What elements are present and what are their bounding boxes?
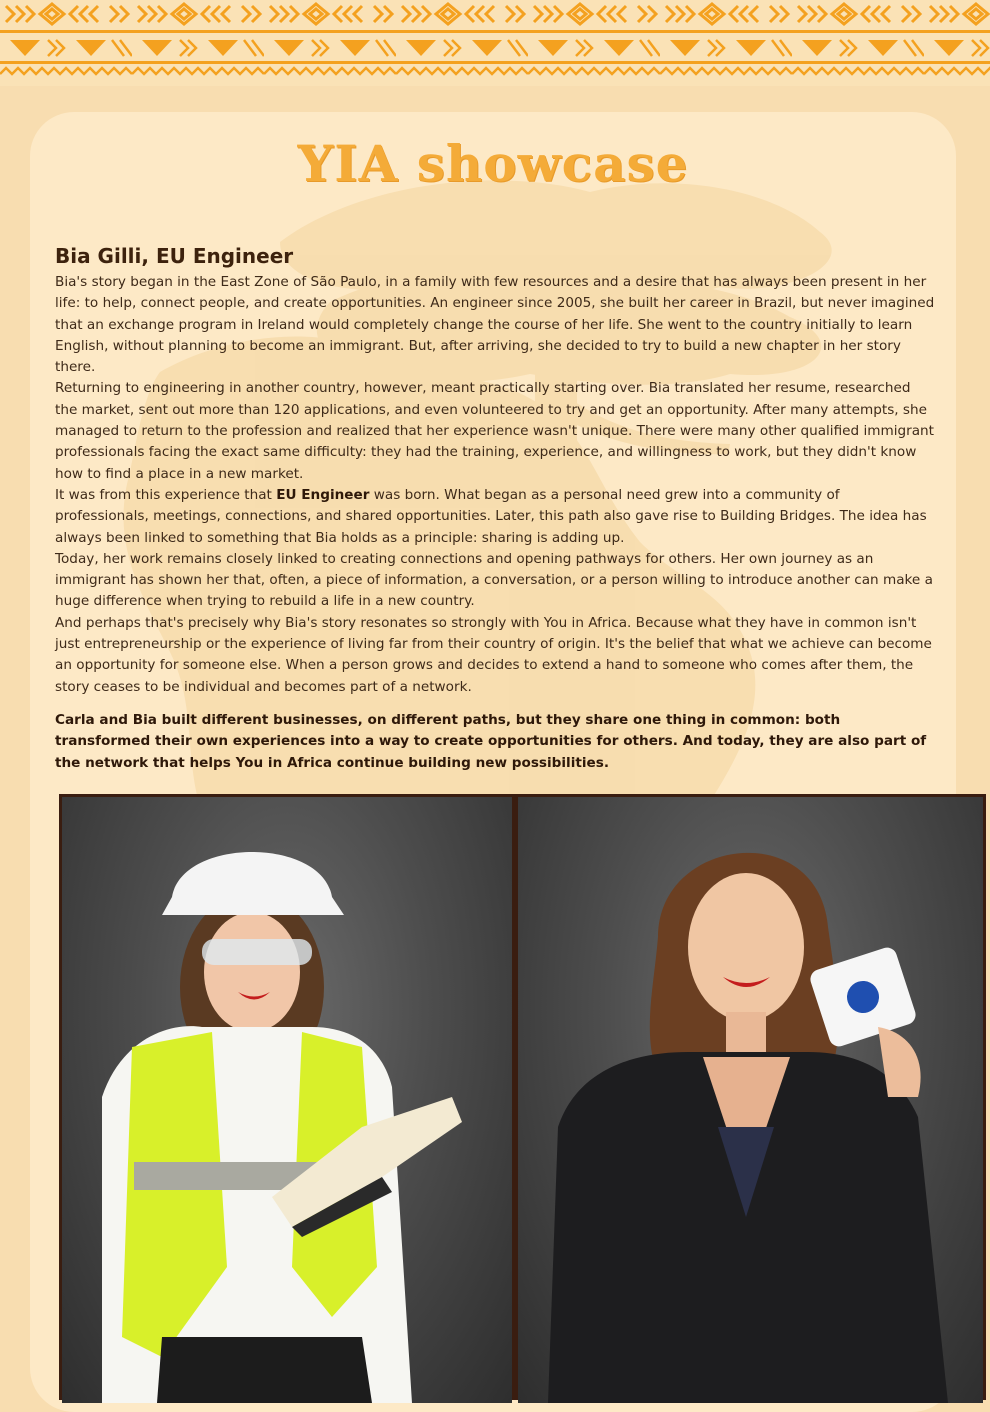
engineer-portrait-illustration <box>62 797 512 1403</box>
businesswoman-portrait-photo <box>518 797 983 1403</box>
closing-statement: Carla and Bia built different businesses, on different paths, but they share one thing in common: both transformed their own experiences into a way to create opportunities for others. And today, they are also part of the network that helps You in Africa continue building new possibilities. <box>55 711 927 771</box>
tribal-pattern-banner <box>0 0 990 86</box>
article-paragraph: Bia's story began in the East Zone of São Paulo, in a family with few resources and a desire that has always been present in her life: to help, connect people, and create opportunities. An engineer since 2005, she built her career in Brazil, but never imagined that an exchange program in Ireland would completely change the course of her life. She went to the country initially to learn English, without planning to become an immigrant. But, after arriving, she decided to try to build a new chapter in her story there. <box>55 274 935 376</box>
tribal-pattern-icon <box>0 0 990 86</box>
photo-gallery <box>59 794 986 1400</box>
article-heading: Bia Gilli, EU Engineer <box>55 244 294 268</box>
engineer-portrait-photo <box>62 797 512 1403</box>
article-paragraph: And perhaps that's precisely why Bia's story resonates so strongly with You in Africa. Because what they have in common isn't just entrepreneurship or the experience of living far from their country of origin. It's the belief that what we achieve can become an opportunity for someone else. When a person grows and decides to extend a hand to someone who comes after them, the story ceases to be individual and becomes part of a network. <box>55 614 932 695</box>
article-body <box>55 244 935 774</box>
eu-engineer-emphasis: EU Engineer <box>276 486 370 503</box>
article-paragraph: Today, her work remains closely linked to creating connections and opening pathways for others. Her own journey as an immigrant has shown her that, often, a piece of information, a conversation, or a person willing to introduce another can make a huge difference when trying to rebuild a life in a new country. <box>55 550 933 610</box>
article-paragraph <box>55 485 935 549</box>
paragraph-text: was born. What began as a personal need grew into a community of professionals, meetings, connections, and shared opportunities. Later, this path also gave rise to Building Bridges. The idea has always been linked to something that Bia holds as a principle: sharing is adding up. <box>55 486 927 546</box>
businesswoman-portrait-illustration <box>518 797 983 1403</box>
article-paragraph: Returning to engineering in another country, however, meant practically starting over. Bia translated her resume, researched the market, sent out more than 120 applications, and even volunteered to try and get an opportunity. After many attempts, she managed to return to the profession and realized that her experience wasn't unique. There were many other qualified immigrant professionals facing the exact same difficulty: they had the training, experience, and willingness to work, but they didn't know how to find a place in a new market. <box>55 380 934 482</box>
page-title: YIA showcase <box>297 134 689 193</box>
paragraph-text: It was from this experience that <box>55 486 277 503</box>
